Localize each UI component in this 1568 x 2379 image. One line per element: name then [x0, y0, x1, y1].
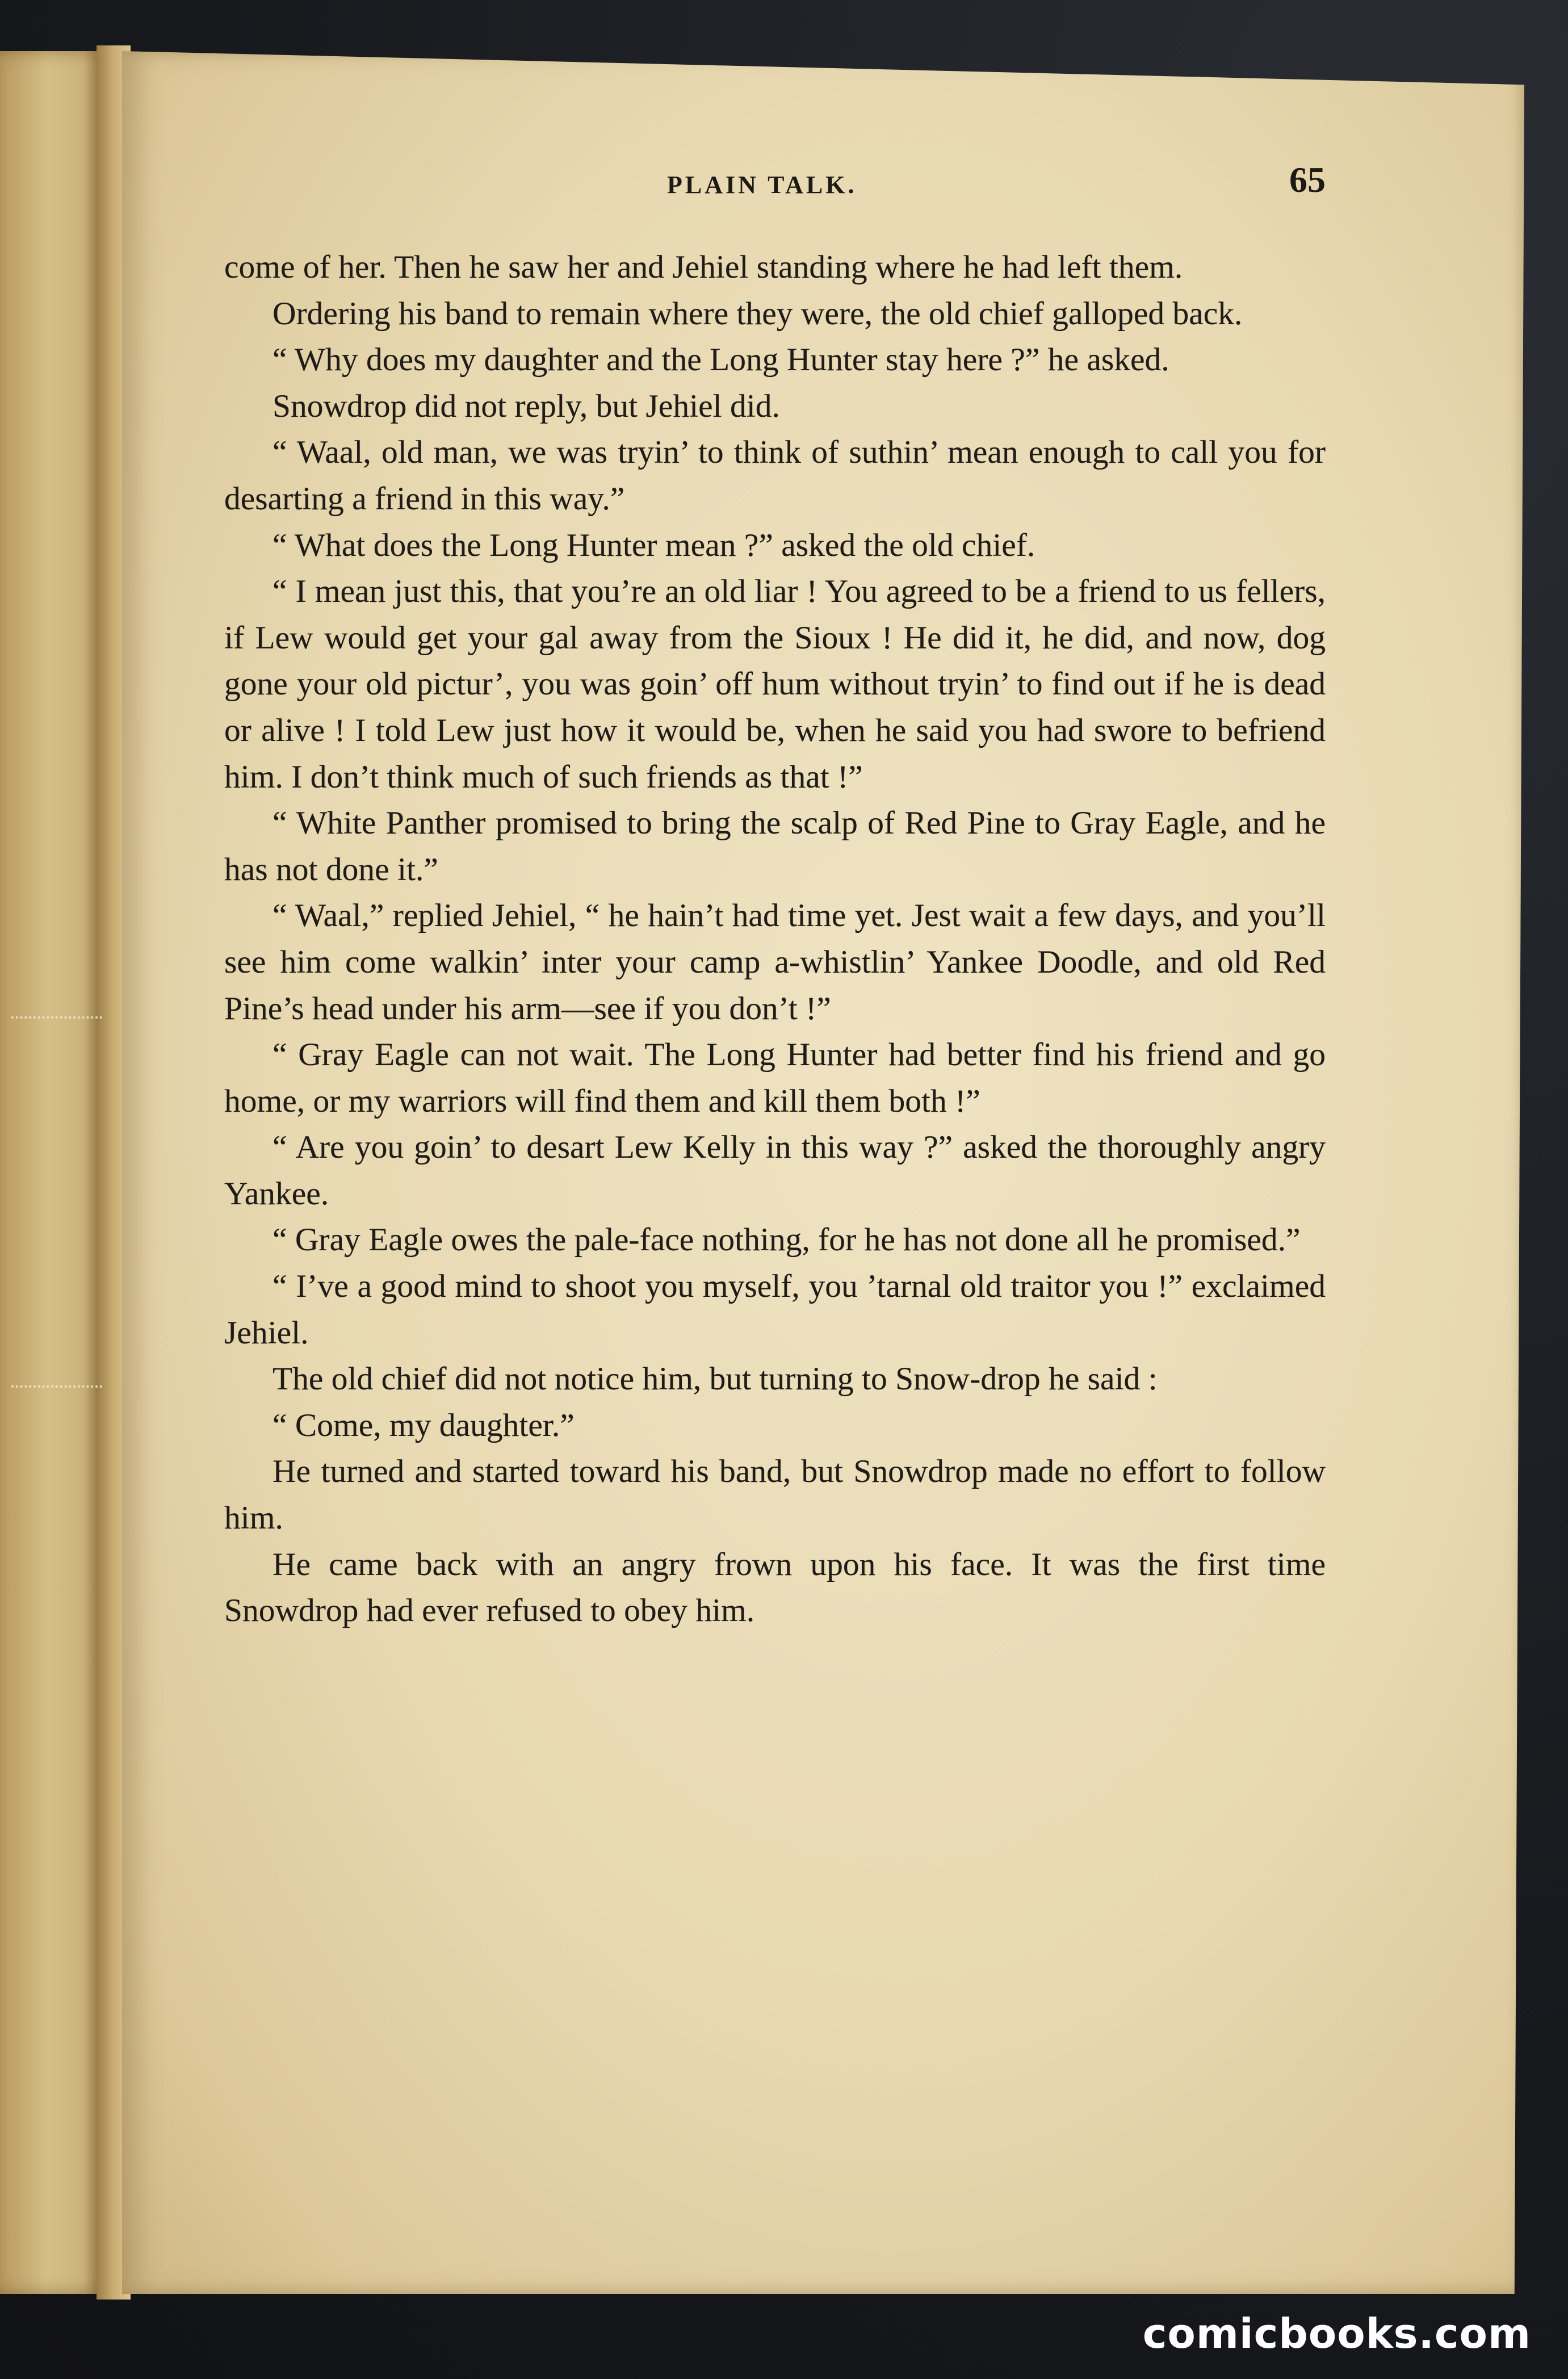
running-head: PLAIN TALK. — [667, 171, 857, 199]
binding-stitch — [11, 1385, 102, 1398]
paragraph: come of her. Then he saw her and Jehiel standing where he had left them. — [224, 249, 1183, 285]
paragraph: He turned and started toward his band, but Snowdrop made no effort to follow him. — [224, 1454, 1326, 1536]
paragraph: “ Gray Eagle can not wait. The Long Hunter had better find his friend and go home, or my warriors will find them and kill them both !” — [224, 1037, 1326, 1119]
paragraph: “ Why does my daughter and the Long Hunter stay here ?” he asked. — [272, 342, 1169, 378]
page-header — [224, 159, 1326, 210]
paragraph: “ I’ve a good mind to shoot you myself, you ’tarnal old traitor you !” exclaimed Jehiel. — [224, 1268, 1326, 1351]
source-watermark: comicbooks.com — [1142, 2310, 1531, 2357]
facing-page-edge — [0, 51, 105, 2294]
body-text — [224, 244, 1326, 1634]
paragraph: “ I mean just this, that you’re an old liar ! You agreed to be a friend to us fellers, if Lew would get your gal away from the Sioux ! He did it, he did, and now, dog gone your old pictur’, you was goin’ off hum without tryin’ to find out if he is dead or alive ! I told Lew just how it would be, when he said you had swore to befriend him. I don’t think much of such friends as that !” — [224, 573, 1326, 795]
paragraph: The old chief did not notice him, but turning to Snow-drop he said : — [272, 1361, 1158, 1397]
paragraph: “ White Panther promised to bring the scalp of Red Pine to Gray Eagle, and he has not done it.” — [224, 805, 1326, 887]
paragraph: “ Are you goin’ to desart Lew Kelly in this way ?” asked the thoroughly angry Yankee. — [224, 1129, 1326, 1212]
page-number: 65 — [1289, 160, 1326, 200]
paragraph: “ What does the Long Hunter mean ?” asked the old chief. — [272, 527, 1035, 563]
paragraph: “ Come, my daughter.” — [272, 1407, 575, 1443]
binding-stitch — [11, 1016, 102, 1029]
paragraph: “ Waal,” replied Jehiel, “ he hain’t had time yet. Jest wait a few days, and you’ll see him come walkin’ inter your camp a-whistlin’ Yankee Doodle, and old Red Pine’s head under his arm—see if you don’t !” — [224, 898, 1326, 1027]
paragraph: Ordering his band to remain where they were, the old chief galloped back. — [272, 295, 1243, 332]
paragraph: “ Gray Eagle owes the pale-face nothing, for he has not done all he promised.” — [272, 1222, 1301, 1258]
paragraph: He came back with an angry frown upon his face. It was the first time Snowdrop had ever refused to obey him. — [224, 1546, 1326, 1629]
paragraph: Snowdrop did not reply, but Jehiel did. — [272, 388, 780, 424]
paragraph: “ Waal, old man, we was tryin’ to think of suthin’ mean enough to call you for desarting a friend in this way.” — [224, 434, 1326, 517]
